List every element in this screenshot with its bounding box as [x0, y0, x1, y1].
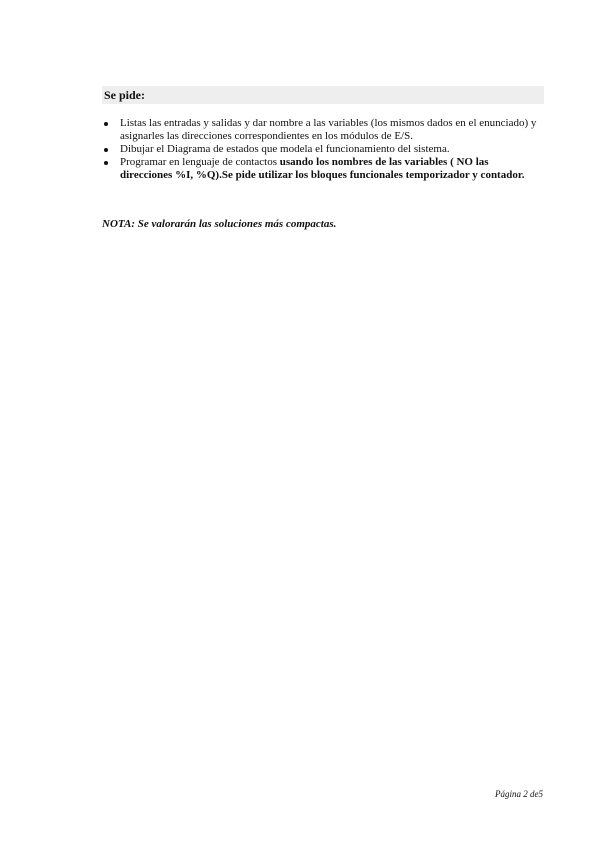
list-item-normal-text: Dibujar el Diagrama de estados que modela el funcionamiento del sistema. [120, 143, 450, 155]
bullet-icon [104, 148, 108, 152]
list-item [102, 143, 542, 156]
list-item-text [120, 143, 542, 156]
list-item-text [120, 117, 542, 143]
page-number: Página 2 de5 [495, 789, 543, 799]
requirements-list [102, 117, 542, 182]
list-item-text [120, 156, 542, 182]
list-item [102, 117, 542, 143]
list-item-normal-text: Listas las entradas y salidas y dar nombre a las variables (los mismos dados en el enunciado) y asignarles las direcciones correspondientes en los módulos de E/S. [120, 117, 537, 142]
section-title: Se pide: [104, 88, 146, 102]
list-item-bold-text: usando los nombres de las variables ( NO las direcciones %I, %Q).Se pide utilizar los bloques funcionales temporizador y contador. [120, 156, 525, 181]
section-header [102, 86, 544, 104]
list-item-normal-text: Programar en lenguaje de contactos [120, 156, 280, 168]
list-item [102, 156, 542, 182]
note-text: NOTA: Se valorarán las soluciones más compactas. [102, 218, 337, 230]
bullet-icon [104, 161, 108, 165]
bullet-icon [104, 122, 108, 126]
